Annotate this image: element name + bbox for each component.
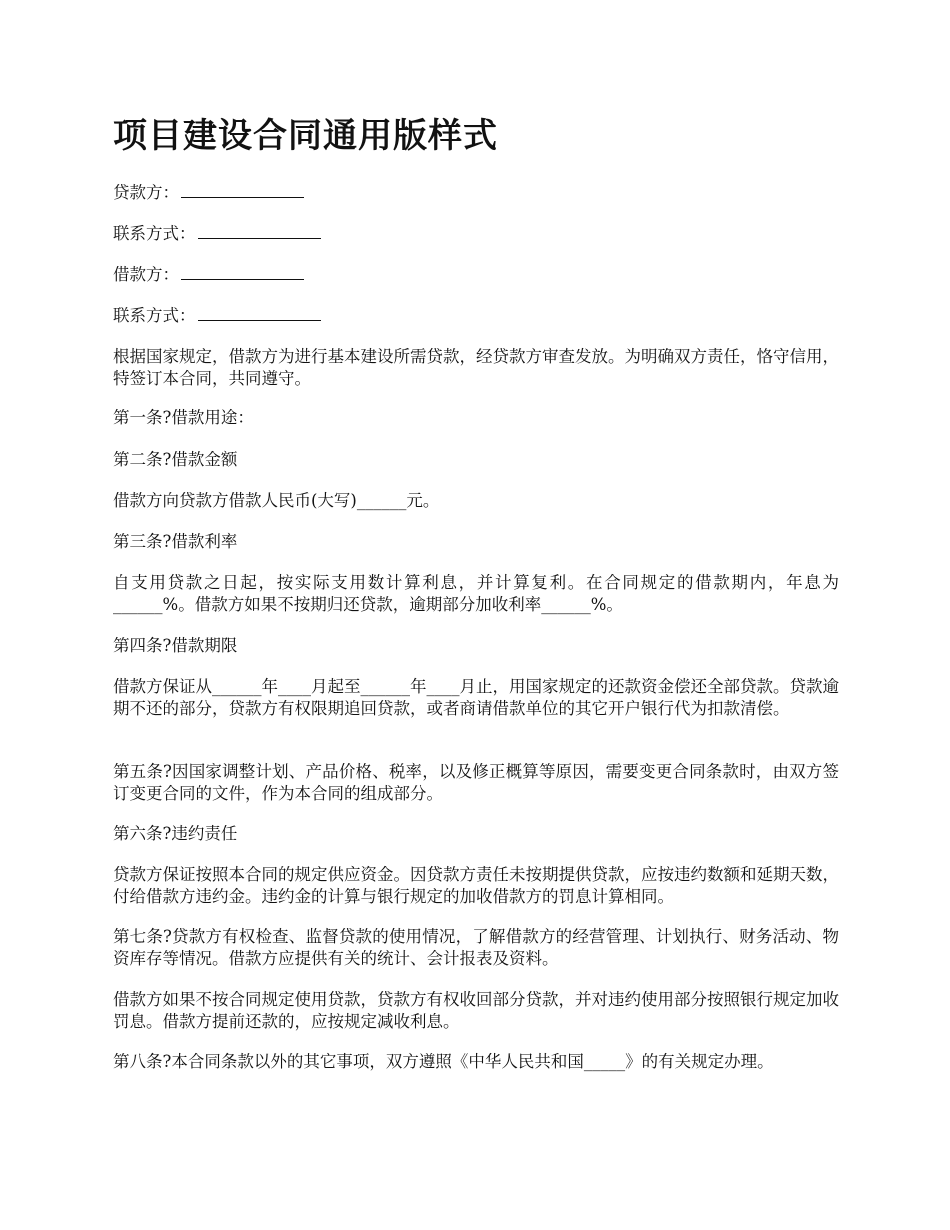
lender-contact-field	[113, 223, 321, 245]
borrower-blank[interactable]	[181, 265, 304, 280]
article-8-text-a: 第八条?本合同条款以外的其它事项，双方遵照《中华人民共和国	[113, 1052, 584, 1071]
article-8-paragraph	[113, 1051, 839, 1073]
article-5-paragraph: 第五条?因国家调整计划、产品价格、税率，以及修正概算等原因，需要变更合同条款时，由双方签订变更合同的文件，作为本合同的组成部分。	[113, 762, 839, 803]
start-year-blank[interactable]: ______	[212, 677, 262, 696]
lender-field	[113, 182, 304, 204]
article-3-text-b: 。借款方如果不按期归还贷款，逾期部分加收利率	[178, 595, 542, 614]
start-month-blank[interactable]: ____	[278, 677, 311, 696]
article-7-penalty-paragraph: 借款方如果不按合同规定使用贷款，贷款方有权收回部分贷款，并对违约使用部分按照银行规定加收罚息。借款方提前还款的，应按规定减收利息。	[113, 990, 839, 1031]
article-4-year-label-2: 年	[410, 677, 427, 696]
law-name-blank[interactable]: _____	[583, 1052, 626, 1071]
article-8-text-b: 》的有关规定办理。	[625, 1052, 774, 1071]
article-4-heading: 第四条?借款期限	[113, 636, 238, 655]
borrower-contact-field	[113, 305, 321, 327]
article-4-body	[113, 676, 839, 720]
end-month-blank[interactable]: ____	[426, 677, 460, 696]
interest-rate-blank[interactable]: ______%	[113, 595, 179, 614]
lender-contact-blank[interactable]	[198, 224, 321, 239]
borrower-field	[113, 264, 304, 286]
article-6-body: 贷款方保证按照本合同的规定供应资金。因贷款方责任未按期提供贷款，应按违约数额和延期天数，付给借款方违约金。违约金的计算与银行规定的加收借款方的罚息计算相同。	[113, 865, 839, 906]
article-3-text-a: 自支用贷款之日起，按实际支用数计算利息，并计算复利。在合同规定的借款期内，年息为	[113, 573, 839, 592]
article-7-paragraph: 第七条?贷款方有权检查、监督贷款的使用情况，了解借款方的经营管理、计划执行、财务活动、物资库存等情况。借款方应提供有关的统计、会计报表及资料。	[113, 927, 839, 968]
document-title: 项目建设合同通用版样式	[113, 116, 498, 156]
article-3-body	[113, 572, 839, 616]
article-3-text-c: 。	[606, 595, 623, 614]
borrower-label: 借款方：	[113, 265, 179, 284]
article-4-year-label: 年	[261, 677, 278, 696]
article-4-text-a: 借款方保证从	[113, 677, 212, 696]
article-2-body	[113, 490, 439, 512]
lender-blank[interactable]	[181, 183, 304, 198]
borrower-contact-blank[interactable]	[198, 306, 321, 321]
lender-label: 贷款方：	[113, 183, 179, 202]
article-4-text-b: 月起至	[311, 677, 361, 696]
article-6-heading: 第六条?违约责任	[113, 824, 238, 843]
article-4-text-c: 月止，用国家规定的还款资金偿还全部贷款。贷款逾期不还的部分，贷款方有权限期追回贷款，或者商请借款单位的其它开户银行代为扣款清偿。	[113, 677, 839, 718]
lender-contact-label: 联系方式：	[113, 224, 196, 243]
article-2-text: 借款方向贷款方借款人民币(大写)	[113, 491, 357, 510]
article-1-heading: 第一条?借款用途：	[113, 408, 254, 427]
preamble-paragraph: 根据国家规定，借款方为进行基本建设所需贷款，经贷款方审查发放。为明确双方责任，恪守信用，特签订本合同，共同遵守。	[113, 347, 839, 388]
end-year-blank[interactable]: ______	[360, 677, 410, 696]
borrower-contact-label: 联系方式：	[113, 306, 196, 325]
article-3-heading: 第三条?借款利率	[113, 532, 238, 551]
article-2-heading: 第二条?借款金额	[113, 450, 238, 469]
article-2-unit: 元。	[406, 491, 440, 510]
amount-blank[interactable]: ______	[356, 491, 407, 510]
penalty-rate-blank[interactable]: ______%	[541, 595, 607, 614]
